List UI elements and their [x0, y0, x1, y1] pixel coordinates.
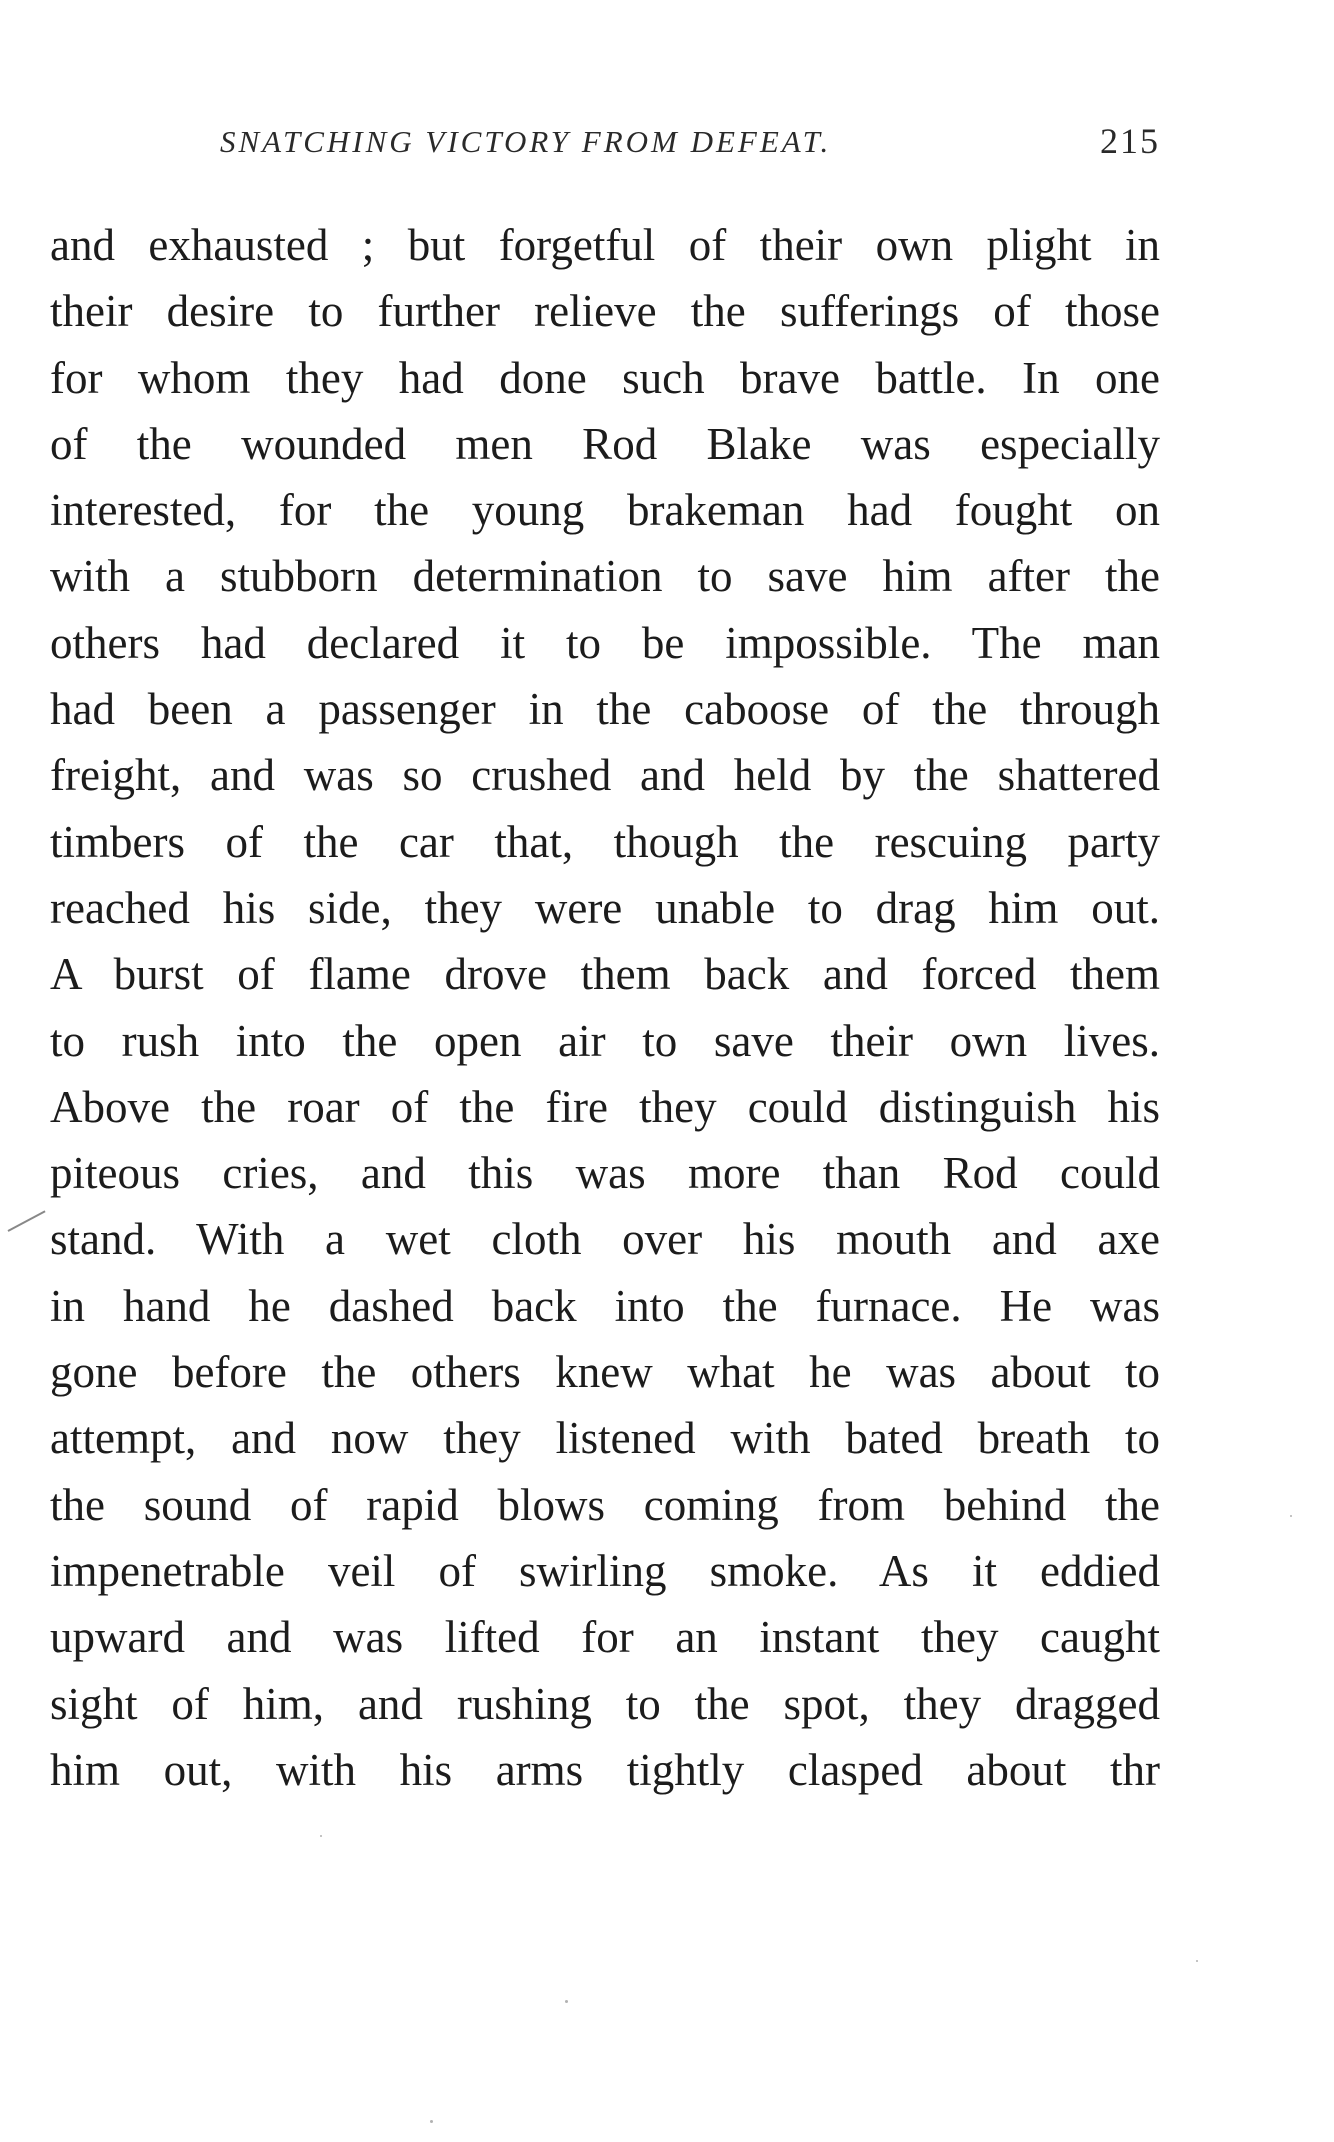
text-line: for whom they had done such brave battle. In one	[50, 352, 1160, 403]
page-number: 215	[1100, 121, 1160, 161]
paper-speck	[1196, 1960, 1198, 1962]
text-line: with a stubborn determination to save him after the	[50, 551, 1160, 602]
text-line: to rush into the open air to save their own lives.	[50, 1015, 1160, 1066]
paper-speck	[565, 2000, 568, 2003]
text-line: A burst of flame drove them back and forced them	[50, 949, 1160, 1000]
text-line: had been a passenger in the caboose of the through	[50, 684, 1160, 735]
text-line: freight, and was so crushed and held by the shattered	[50, 750, 1160, 801]
paper-speck	[1290, 1515, 1292, 1517]
text-line: interested, for the young brakeman had fought on	[50, 485, 1160, 536]
text-line: the sound of rapid blows coming from behind the	[50, 1479, 1160, 1530]
running-head	[220, 121, 1160, 174]
text-line: in hand he dashed back into the furnace. He was	[50, 1280, 1160, 1331]
text-line: sight of him, and rushing to the spot, they dragged	[50, 1678, 1160, 1729]
text-line: their desire to further relieve the sufferings of those	[50, 286, 1160, 337]
text-line: stand. With a wet cloth over his mouth and axe	[50, 1214, 1160, 1265]
text-line: impenetrable veil of swirling smoke. As it eddied	[50, 1545, 1160, 1596]
text-line: him out, with his arms tightly clasped about thr	[50, 1744, 1160, 1795]
text-line: attempt, and now they listened with bated breath to	[50, 1413, 1160, 1464]
running-title: SNATCHING VICTORY FROM DEFEAT.	[220, 124, 832, 159]
text-line: others had declared it to be impossible. The man	[50, 617, 1160, 668]
paper-speck	[430, 2120, 433, 2123]
text-line: of the wounded men Rod Blake was especially	[50, 418, 1160, 469]
text-line: reached his side, they were unable to drag him out.	[50, 882, 1160, 933]
body-text	[50, 212, 1160, 1803]
paper-speck	[320, 1835, 322, 1837]
text-line: upward and was lifted for an instant they caught	[50, 1612, 1160, 1663]
margin-pencil-mark	[8, 1210, 46, 1231]
text-line: piteous cries, and this was more than Rod could	[50, 1148, 1160, 1199]
text-line: and exhausted ; but forgetful of their own plight in	[50, 220, 1160, 270]
text-line: timbers of the car that, though the rescuing party	[50, 816, 1160, 867]
text-line: Above the roar of the fire they could distinguish his	[50, 1081, 1160, 1132]
text-line: gone before the others knew what he was about to	[50, 1347, 1160, 1398]
